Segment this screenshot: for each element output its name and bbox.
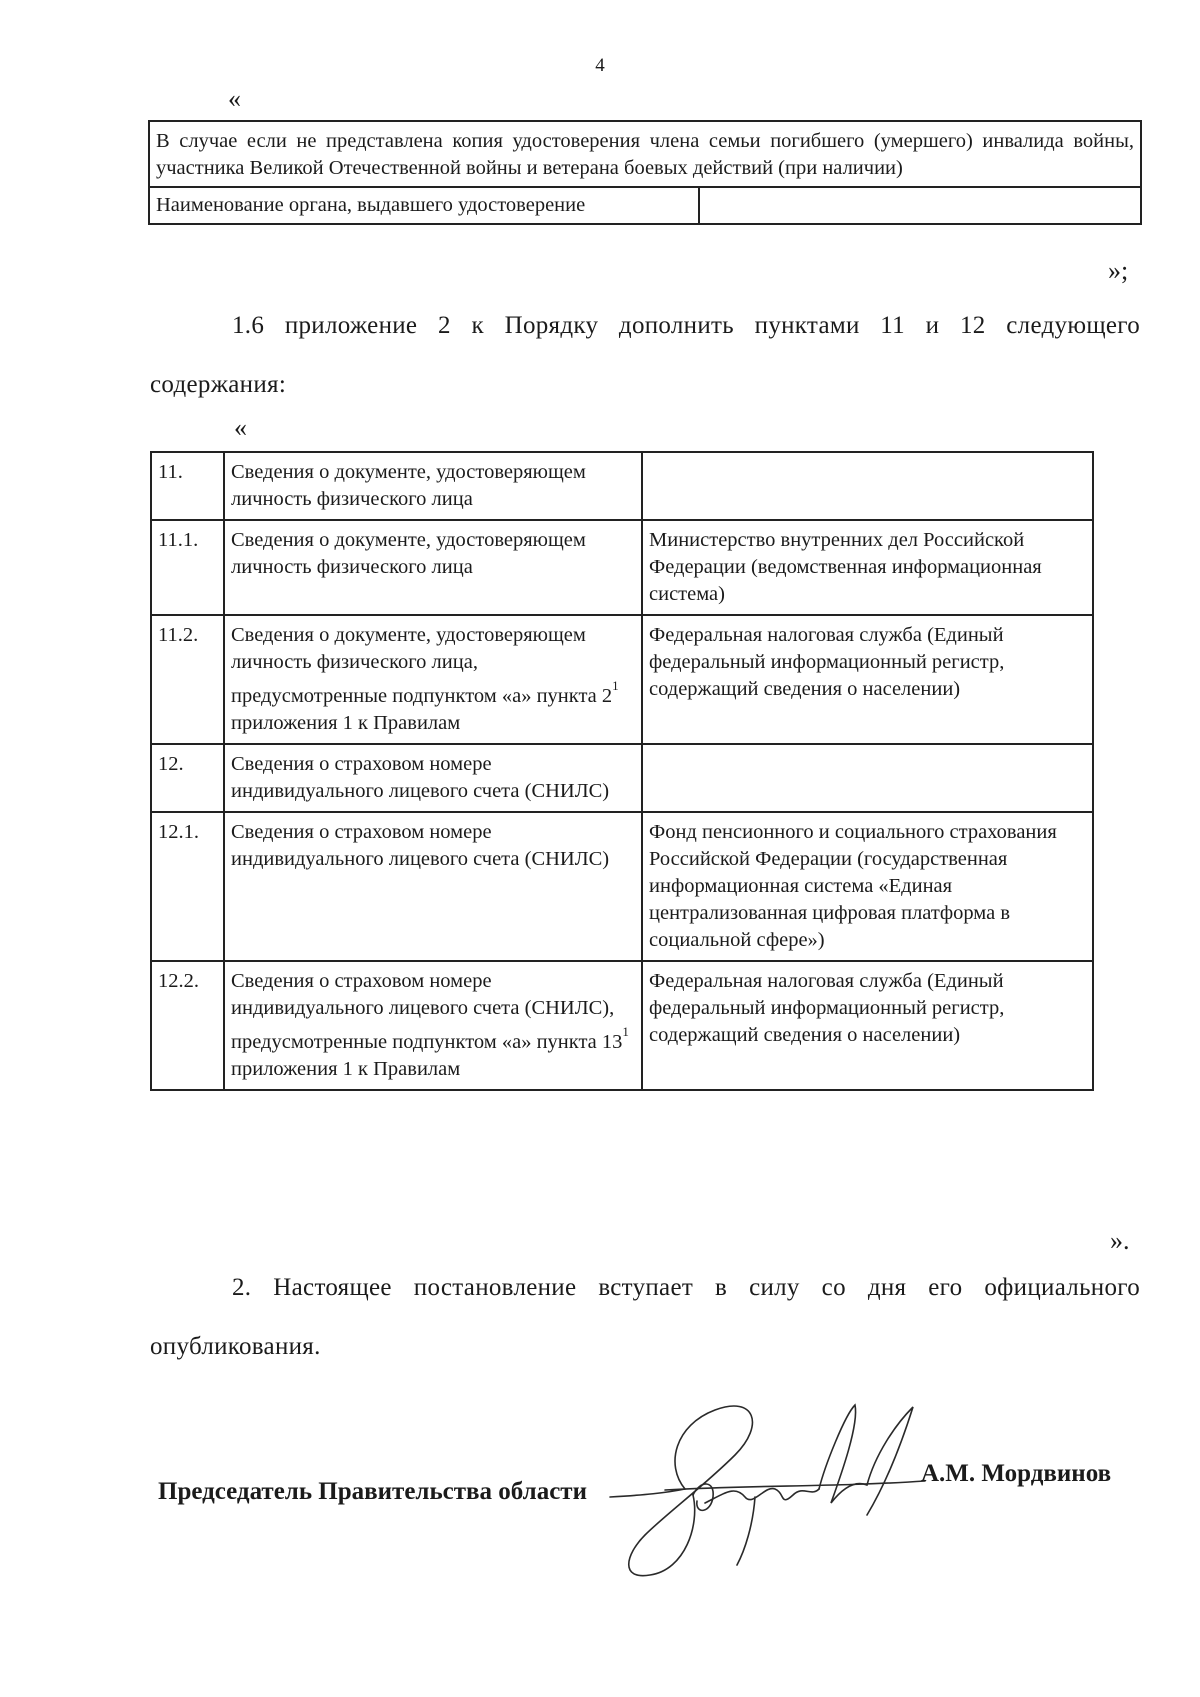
table-row — [151, 615, 1093, 744]
row-source: Министерство внутренних дел Российской Федерации (ведомственная информационная система) — [642, 520, 1093, 615]
row-information-text: Сведения о страховом номере индивидуального лицевого счета (СНИЛС) — [231, 752, 610, 802]
row-source: Федеральная налоговая служба (Единый федеральный информационный регистр, содержащий сведения о населении) — [642, 615, 1093, 744]
row-source: Федеральная налоговая служба (Единый федеральный информационный регистр, содержащий сведения о населении) — [642, 961, 1093, 1090]
row-information-text: Сведения о документе, удостоверяющем личность физического лица, предусмотренные подпунктом «а» пункта 2 — [231, 624, 613, 707]
sources-table — [150, 451, 1094, 1091]
row-number: 12.2. — [151, 961, 224, 1090]
row-information-text: Сведения о страховом номере индивидуального лицевого счета (СНИЛС) — [231, 820, 610, 870]
paragraph-1-6-text: 1.6 приложение 2 к Порядку дополнить пунктами 11 и 12 следующего содержания: — [150, 312, 1140, 398]
page-number: 4 — [595, 55, 605, 76]
row-source — [642, 452, 1093, 520]
close-quote-2: ». — [1110, 1226, 1130, 1255]
close-quote-1: »; — [1108, 256, 1129, 285]
signatory-name: А.М. Мордвинов — [921, 1460, 1112, 1487]
certificate-issuer-value — [699, 187, 1141, 224]
row-information — [224, 520, 642, 615]
certificate-issuer-label: Наименование органа, выдавшего удостоверение — [149, 187, 699, 224]
paragraph-1-6 — [150, 296, 1140, 414]
row-information-tail: приложения 1 к Правилам — [231, 1057, 461, 1080]
row-information-tail: приложения 1 к Правилам — [231, 711, 461, 734]
row-information — [224, 812, 642, 961]
row-information — [224, 615, 642, 744]
row-information — [224, 961, 642, 1090]
table-row — [151, 520, 1093, 615]
row-source: Фонд пенсионного и социального страхования Российской Федерации (государственная информационная система «Единая централизованная цифровая платформа в социальной сфере») — [642, 812, 1093, 961]
paragraph-2-text: 2. Настоящее постановление вступает в силу со дня его официального опубликования. — [150, 1274, 1140, 1360]
paragraph-2 — [150, 1258, 1140, 1376]
open-quote-1: « — [228, 84, 241, 113]
row-information — [224, 452, 642, 520]
row-information — [224, 744, 642, 812]
handwritten-signature — [605, 1385, 935, 1595]
row-information-text: Сведения о документе, удостоверяющем личность физического лица — [231, 529, 586, 578]
certificate-table — [148, 120, 1142, 225]
row-information-text: Сведения о документе, удостоверяющем личность физического лица — [231, 461, 586, 510]
table-row — [151, 744, 1093, 812]
row-number: 11.2. — [151, 615, 224, 744]
row-number: 11.1. — [151, 520, 224, 615]
row-information-text: Сведения о страховом номере индивидуального лицевого счета (СНИЛС), предусмотренные подпунктом «а» пункта 13 — [231, 969, 623, 1053]
row-number: 11. — [151, 452, 224, 520]
footnote-marker: 1 — [622, 1023, 629, 1039]
row-number: 12.1. — [151, 812, 224, 961]
row-number: 12. — [151, 744, 224, 812]
table-row — [151, 961, 1093, 1090]
footnote-marker: 1 — [612, 678, 619, 693]
row-source — [642, 744, 1093, 812]
certificate-condition: В случае если не представлена копия удостоверения члена семьи погибшего (умершего) инвалида войны, участника Великой Отечественной войны и ветерана боевых действий (при наличии) — [149, 121, 1141, 187]
signatory-position: Председатель Правительства области — [158, 1478, 587, 1505]
table-row — [151, 452, 1093, 520]
open-quote-2: « — [234, 413, 247, 442]
table-row — [151, 812, 1093, 961]
